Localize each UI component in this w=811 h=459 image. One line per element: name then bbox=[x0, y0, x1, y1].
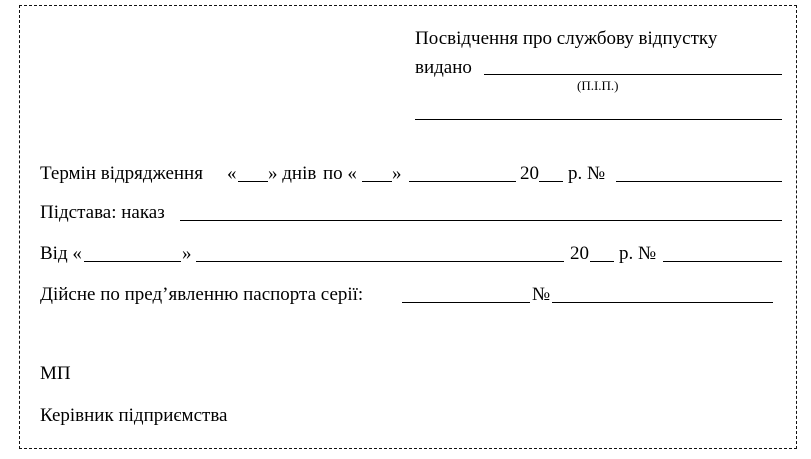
from-close-quote: » bbox=[182, 243, 192, 264]
term-month-field[interactable] bbox=[409, 181, 516, 182]
certificate-title: Посвідчення про службову відпустку bbox=[415, 28, 718, 49]
passport-number-field[interactable] bbox=[552, 302, 773, 303]
term-days-label: » днів bbox=[268, 163, 317, 184]
from-year-label: 20 bbox=[570, 243, 589, 264]
stamp-label: МП bbox=[40, 363, 71, 384]
passport-series-field[interactable] bbox=[402, 302, 530, 303]
basis-order-field[interactable] bbox=[180, 220, 782, 221]
term-year-label: 20 bbox=[520, 163, 539, 184]
term-year-field[interactable] bbox=[539, 181, 563, 182]
basis-label: Підстава: наказ bbox=[40, 202, 165, 223]
certificate-frame bbox=[19, 5, 797, 449]
from-number-label: р. № bbox=[619, 243, 657, 264]
term-number-label: р. № bbox=[568, 163, 606, 184]
term-label: Термін відрядження bbox=[40, 163, 203, 184]
name-caption: (П.І.П.) bbox=[577, 78, 619, 93]
from-year-field[interactable] bbox=[590, 261, 614, 262]
term-close-quote: » bbox=[392, 163, 402, 184]
from-day-field[interactable] bbox=[84, 261, 181, 262]
term-days-field[interactable] bbox=[238, 181, 268, 182]
from-number-field[interactable] bbox=[663, 261, 782, 262]
term-open-quote: « bbox=[227, 163, 237, 184]
term-day-field[interactable] bbox=[362, 181, 392, 182]
from-month-field[interactable] bbox=[196, 261, 564, 262]
term-number-field[interactable] bbox=[616, 181, 782, 182]
head-signature-label: Керівник підприємства bbox=[40, 405, 228, 426]
issued-to-field-line-2[interactable] bbox=[415, 119, 782, 120]
term-to-label: по « bbox=[323, 163, 357, 184]
issued-to-field[interactable] bbox=[484, 74, 782, 75]
passport-label: Дійсне по пред’явленню паспорта серії: bbox=[40, 284, 364, 305]
issued-label: видано bbox=[415, 57, 472, 78]
passport-number-sign: № bbox=[532, 284, 551, 305]
from-label: Від « bbox=[40, 243, 82, 264]
